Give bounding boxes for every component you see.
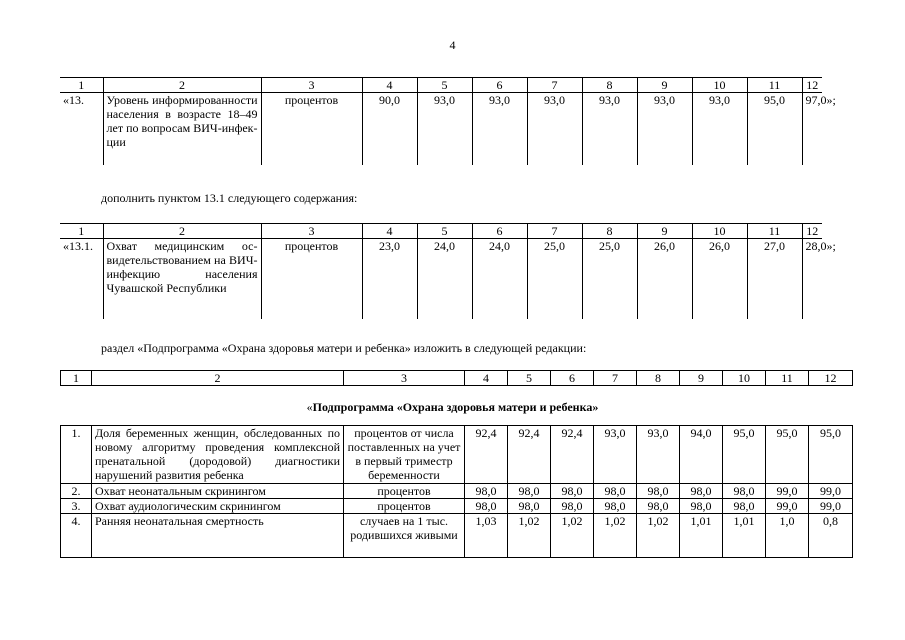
value-cell: 25,0 [527, 239, 582, 319]
col-header: 8 [637, 371, 680, 386]
value-cell: 98,0 [508, 484, 551, 499]
value-cell: 23,0 [362, 239, 417, 319]
paragraph: дополнить пунктом 13.1 следующего содержания: [101, 191, 358, 205]
value-cell: 98,0 [680, 484, 723, 499]
col-header: 12 [802, 78, 822, 93]
subprogram-table-header [60, 370, 853, 386]
table-header-row [60, 224, 822, 239]
col-header: 1 [60, 224, 103, 239]
table-header-row [61, 371, 853, 386]
indicator-name: Уровень информированности населения в возрасте 18–49 лет по вопросам ВИЧ-инфекции [103, 93, 261, 165]
col-header: 12 [802, 224, 822, 239]
value-cell: 24,0 [472, 239, 527, 319]
value-cell: 1,02 [508, 514, 551, 558]
table-row [61, 426, 853, 484]
value-cell: 98,0 [465, 484, 508, 499]
col-header: 7 [527, 224, 582, 239]
col-header: 1 [61, 371, 92, 386]
col-header: 11 [747, 78, 802, 93]
value-cell: 98,0 [723, 499, 766, 514]
value-cell: 98,0 [680, 499, 723, 514]
table-row [61, 514, 853, 558]
section-title-text: Подпрограмма «Охрана здоровья матери и ребенка» [312, 400, 599, 414]
col-header: 11 [747, 224, 802, 239]
section-title [0, 400, 905, 415]
col-header: 9 [680, 371, 723, 386]
value-cell: 1,02 [594, 514, 637, 558]
col-header: 4 [362, 78, 417, 93]
row-number: «13. [60, 93, 103, 165]
value-cell: 98,0 [508, 499, 551, 514]
col-header: 12 [809, 371, 853, 386]
indicator-name: Охват аудиологическим скринингом [92, 499, 344, 514]
row-number: 3. [61, 499, 92, 514]
col-header: 4 [465, 371, 508, 386]
value-cell: 93,0 [417, 93, 472, 165]
value-cell: 95,0 [809, 426, 853, 484]
value-cell: 93,0 [582, 93, 637, 165]
value-cell: 92,4 [551, 426, 594, 484]
col-header: 7 [527, 78, 582, 93]
indicator-name: Охват неонатальным скринингом [92, 484, 344, 499]
indicator-name: Доля беременных женщин, обследованных по новому алгоритму проведения комплексной пренатальной (дородовой) диагностики нарушений развития ребенка [92, 426, 344, 484]
unit: процентов [261, 239, 362, 319]
indicator-table-13 [60, 77, 836, 165]
value-cell: 25,0 [582, 239, 637, 319]
value-cell: 1,02 [551, 514, 594, 558]
table-row [60, 93, 822, 165]
col-header: 6 [551, 371, 594, 386]
value-cell: 99,0 [766, 484, 809, 499]
table-row [61, 499, 853, 514]
subprogram-table [60, 425, 853, 558]
value-cell: 95,0 [723, 426, 766, 484]
col-header: 11 [766, 371, 809, 386]
col-header: 10 [723, 371, 766, 386]
col-header: 8 [582, 224, 637, 239]
indicator-table-13-1 [60, 223, 836, 319]
unit: процентов [344, 484, 465, 499]
value-cell: 28,0»; [802, 239, 822, 319]
page-number: 4 [449, 38, 456, 52]
col-header: 2 [92, 371, 344, 386]
col-header: 2 [103, 78, 261, 93]
col-header: 9 [637, 224, 692, 239]
value-cell: 1,03 [465, 514, 508, 558]
value-cell: 93,0 [692, 93, 747, 165]
value-cell: 98,0 [594, 499, 637, 514]
value-cell: 26,0 [637, 239, 692, 319]
col-header: 5 [417, 78, 472, 93]
value-cell: 99,0 [809, 499, 853, 514]
value-cell: 95,0 [747, 93, 802, 165]
indicator-name: Охват медицинским освидетельствованием на ВИЧ-инфекцию населения Чувашской Республики [103, 239, 261, 319]
col-header: 3 [261, 78, 362, 93]
value-cell: 93,0 [637, 93, 692, 165]
row-number: 4. [61, 514, 92, 558]
value-cell: 0,8 [809, 514, 853, 558]
value-cell: 98,0 [637, 499, 680, 514]
value-cell: 98,0 [637, 484, 680, 499]
section-title-quote: « [306, 400, 313, 414]
indicator-name: Ранняя неонатальная смертность [92, 514, 344, 558]
value-cell: 92,4 [465, 426, 508, 484]
col-header: 7 [594, 371, 637, 386]
col-header: 9 [637, 78, 692, 93]
col-header: 5 [417, 224, 472, 239]
value-cell: 94,0 [680, 426, 723, 484]
col-header: 2 [103, 224, 261, 239]
paragraph: раздел «Подпрограмма «Охрана здоровья матери и ребенка» изложить в следующей редакции: [101, 341, 587, 355]
value-cell: 92,4 [508, 426, 551, 484]
value-cell: 98,0 [465, 499, 508, 514]
value-cell: 27,0 [747, 239, 802, 319]
col-header: 6 [472, 78, 527, 93]
unit: процентов от числа поставленных на учет в первый триместр беременности [344, 426, 465, 484]
table-row [60, 239, 822, 319]
value-cell: 1,0 [766, 514, 809, 558]
value-cell: 93,0 [472, 93, 527, 165]
value-cell: 99,0 [766, 499, 809, 514]
table-row [61, 484, 853, 499]
col-header: 4 [362, 224, 417, 239]
value-cell: 95,0 [766, 426, 809, 484]
value-cell: 24,0 [417, 239, 472, 319]
col-header: 3 [261, 224, 362, 239]
value-cell: 97,0»; [802, 93, 822, 165]
col-header: 3 [344, 371, 465, 386]
col-header: 10 [692, 224, 747, 239]
value-cell: 90,0 [362, 93, 417, 165]
value-cell: 99,0 [809, 484, 853, 499]
unit: процентов [344, 499, 465, 514]
value-cell: 1,01 [680, 514, 723, 558]
col-header: 6 [472, 224, 527, 239]
value-cell: 93,0 [527, 93, 582, 165]
col-header: 8 [582, 78, 637, 93]
unit: случаев на 1 тыс. родившихся живыми [344, 514, 465, 558]
table-header-row [60, 78, 822, 93]
value-cell: 93,0 [594, 426, 637, 484]
row-number: «13.1. [60, 239, 103, 319]
unit: процентов [261, 93, 362, 165]
value-cell: 98,0 [594, 484, 637, 499]
row-number: 1. [61, 426, 92, 484]
col-header: 10 [692, 78, 747, 93]
col-header: 1 [60, 78, 103, 93]
value-cell: 93,0 [637, 426, 680, 484]
value-cell: 26,0 [692, 239, 747, 319]
row-number: 2. [61, 484, 92, 499]
value-cell: 98,0 [723, 484, 766, 499]
value-cell: 1,01 [723, 514, 766, 558]
col-header: 5 [508, 371, 551, 386]
value-cell: 98,0 [551, 484, 594, 499]
value-cell: 98,0 [551, 499, 594, 514]
value-cell: 1,02 [637, 514, 680, 558]
